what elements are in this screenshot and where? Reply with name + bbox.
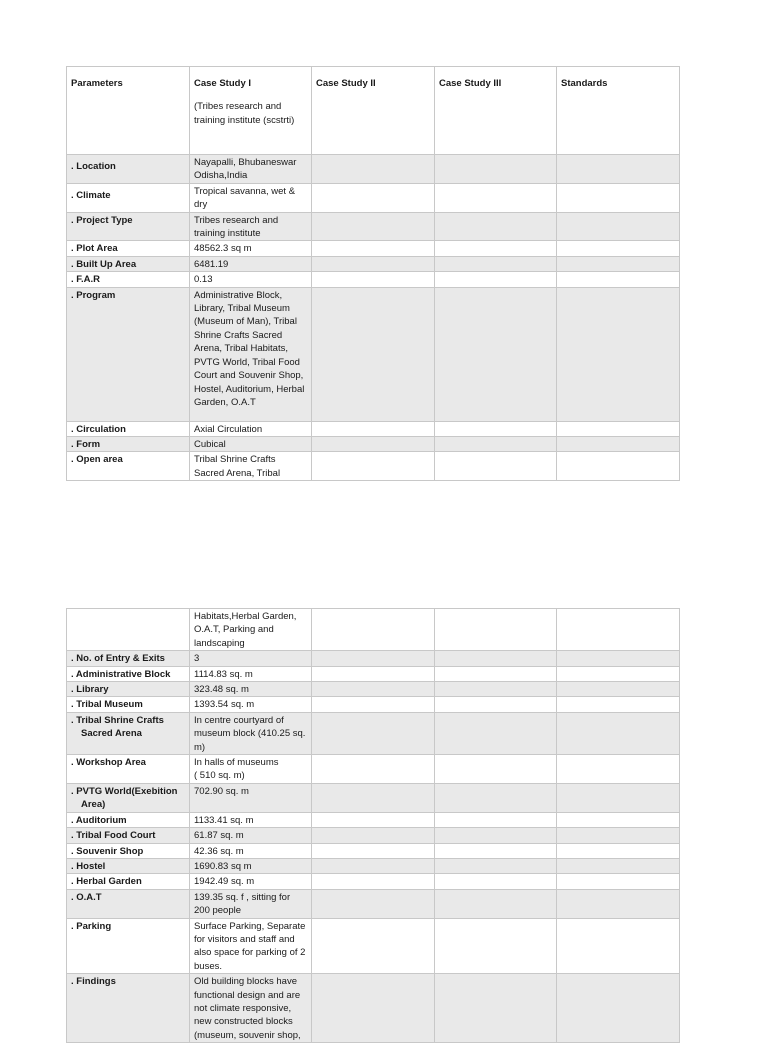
table-row [67,241,680,256]
value-auditorium: 1133.41 sq. m [190,812,312,827]
value-climate: Tropical savanna, wet & dry [190,183,312,212]
table-row [67,858,680,873]
table-row [67,421,680,436]
param-project-type: . Project Type [67,212,190,241]
empty-cell [435,682,557,697]
table-row [67,287,680,421]
empty-cell [557,889,680,918]
table-row [67,256,680,271]
empty-cell [312,256,435,271]
empty-cell [435,651,557,666]
param-tribal-museum: . Tribal Museum [67,697,190,712]
value-entry-exits: 3 [190,651,312,666]
empty-cell [557,783,680,812]
empty-cell [312,858,435,873]
case-study-table-part-1 [66,66,680,481]
param-tribal-shrine-crafts-line2: Sacred Arena [81,728,142,740]
param-continued [67,609,190,651]
value-plot-area: 48562.3 sq m [190,241,312,256]
empty-cell [435,697,557,712]
param-auditorium: . Auditorium [67,812,190,827]
empty-cell [435,155,557,184]
param-entry-exits: . No. of Entry & Exits [67,651,190,666]
empty-cell [435,256,557,271]
case-study-table-part-2 [66,608,680,1043]
value-souvenir-shop: 42.36 sq. m [190,843,312,858]
empty-cell [435,974,557,1043]
param-location: . Location [67,155,190,184]
empty-cell [435,437,557,452]
empty-cell [435,666,557,681]
table-row [67,755,680,784]
empty-cell [557,609,680,651]
value-form: Cubical [190,437,312,452]
empty-cell [312,812,435,827]
empty-cell [312,287,435,421]
empty-cell [435,452,557,481]
empty-cell [435,858,557,873]
empty-cell [557,421,680,436]
empty-cell [557,212,680,241]
empty-cell [557,155,680,184]
empty-cell [557,256,680,271]
empty-cell [557,437,680,452]
empty-cell [557,241,680,256]
empty-cell [435,241,557,256]
table-row [67,155,680,184]
empty-cell [557,666,680,681]
empty-cell [312,651,435,666]
value-tribal-museum: 1393.54 sq. m [190,697,312,712]
value-tribal-shrine-crafts: In centre courtyard of museum block (410.25 sq. m) [190,712,312,754]
param-pvtg-world-line1: . PVTG World(Exebition [71,785,178,797]
table-row [67,697,680,712]
table-row [67,712,680,754]
empty-cell [312,452,435,481]
table-row [67,974,680,1043]
empty-cell [557,651,680,666]
table-row [67,609,680,651]
value-workshop-area: In halls of museums ( 510 sq. m) [190,755,312,784]
empty-cell [312,783,435,812]
param-administrative-block: . Administrative Block [67,666,190,681]
param-hostel: . Hostel [67,858,190,873]
value-parking: Surface Parking, Separate for visitors and staff and also space for parking of 2 buses. [190,918,312,974]
empty-cell [312,666,435,681]
param-open-area: . Open area [67,452,190,481]
empty-cell [312,155,435,184]
table-row [67,183,680,212]
empty-cell [312,437,435,452]
empty-cell [557,828,680,843]
table-row [67,812,680,827]
value-open-area: Tribal Shrine Crafts Sacred Arena, Tribal [190,452,312,481]
empty-cell [312,974,435,1043]
empty-cell [435,755,557,784]
param-program: . Program [67,287,190,421]
empty-cell [557,287,680,421]
table-row [67,651,680,666]
empty-cell [435,212,557,241]
empty-cell [312,212,435,241]
empty-cell [435,874,557,889]
empty-cell [557,974,680,1043]
param-plot-area: . Plot Area [67,241,190,256]
empty-cell [557,272,680,287]
table-row [67,212,680,241]
empty-cell [557,755,680,784]
value-library: 323.48 sq. m [190,682,312,697]
empty-cell [312,609,435,651]
empty-cell [312,918,435,974]
empty-cell [312,682,435,697]
empty-cell [435,272,557,287]
empty-cell [435,783,557,812]
empty-cell [312,697,435,712]
header-case-study-1-label: Case Study I [194,78,252,89]
param-tribal-shrine-crafts-line1: . Tribal Shrine Crafts [71,714,164,726]
empty-cell [312,272,435,287]
param-herbal-garden: . Herbal Garden [67,874,190,889]
param-tribal-shrine-crafts [67,712,190,754]
value-herbal-garden: 1942.49 sq. m [190,874,312,889]
empty-cell [557,712,680,754]
empty-cell [312,421,435,436]
value-findings: Old building blocks have functional design and are not climate responsive, new constructed blocks (museum, souvenir shop, [190,974,312,1043]
value-program: Administrative Block, Library, Tribal Museum (Museum of Man), Tribal Shrine Crafts Sacred Arena, Tribal Habitats, PVTG World, Tribal Food Court and Souvenir Shop, Hostel, Auditorium, Herbal Garden, O.A.T [190,287,312,421]
empty-cell [312,712,435,754]
table-row [67,843,680,858]
param-circulation: . Circulation [67,421,190,436]
empty-cell [312,889,435,918]
param-pvtg-world-line2: Area) [81,799,106,811]
param-tribal-food-court: . Tribal Food Court [67,828,190,843]
empty-cell [312,843,435,858]
value-tribal-food-court: 61.87 sq. m [190,828,312,843]
empty-cell [312,874,435,889]
empty-cell [557,874,680,889]
value-open-area-continued: Habitats,Herbal Garden, O.A.T, Parking and landscaping [190,609,312,651]
param-souvenir-shop: . Souvenir Shop [67,843,190,858]
table-row [67,437,680,452]
empty-cell [435,889,557,918]
empty-cell [557,682,680,697]
empty-cell [435,609,557,651]
table-row [67,889,680,918]
table-row [67,918,680,974]
header-case-study-2: Case Study II [312,67,435,155]
param-library: . Library [67,682,190,697]
value-far: 0.13 [190,272,312,287]
header-parameters: Parameters [67,67,190,155]
param-built-up-area: . Built Up Area [67,256,190,271]
value-project-type: Tribes research and training institute [190,212,312,241]
table-row [67,272,680,287]
table-row [67,666,680,681]
empty-cell [557,452,680,481]
header-case-study-1 [190,67,312,155]
empty-cell [557,918,680,974]
empty-cell [557,858,680,873]
empty-cell [312,755,435,784]
table-header-row [67,67,680,155]
table-row [67,874,680,889]
table-row [67,452,680,481]
value-circulation: Axial Circulation [190,421,312,436]
value-hostel: 1690.83 sq m [190,858,312,873]
empty-cell [312,828,435,843]
param-findings: . Findings [67,974,190,1043]
table-row [67,682,680,697]
empty-cell [435,843,557,858]
empty-cell [435,828,557,843]
empty-cell [435,183,557,212]
param-far: . F.A.R [67,272,190,287]
table-row [67,783,680,812]
param-pvtg-world [67,783,190,812]
value-built-up-area: 6481.19 [190,256,312,271]
value-pvtg-world: 702.90 sq. m [190,783,312,812]
empty-cell [435,421,557,436]
empty-cell [312,241,435,256]
value-administrative-block: 1114.83 sq. m [190,666,312,681]
param-workshop-area: . Workshop Area [67,755,190,784]
empty-cell [312,183,435,212]
empty-cell [557,812,680,827]
header-standards: Standards [557,67,680,155]
param-form: . Form [67,437,190,452]
empty-cell [435,712,557,754]
empty-cell [557,183,680,212]
header-case-study-3: Case Study III [435,67,557,155]
empty-cell [435,287,557,421]
value-location: Nayapalli, Bhubaneswar Odisha,India [190,155,312,184]
empty-cell [557,843,680,858]
table-row [67,828,680,843]
case-study-1-subtitle: (Tribes research and training institute (scstrti) [194,101,295,126]
param-oat: . O.A.T [67,889,190,918]
empty-cell [557,697,680,712]
value-oat: 139.35 sq. f , sitting for 200 people [190,889,312,918]
empty-cell [435,918,557,974]
param-parking: . Parking [67,918,190,974]
param-climate: . Climate [67,183,190,212]
empty-cell [435,812,557,827]
